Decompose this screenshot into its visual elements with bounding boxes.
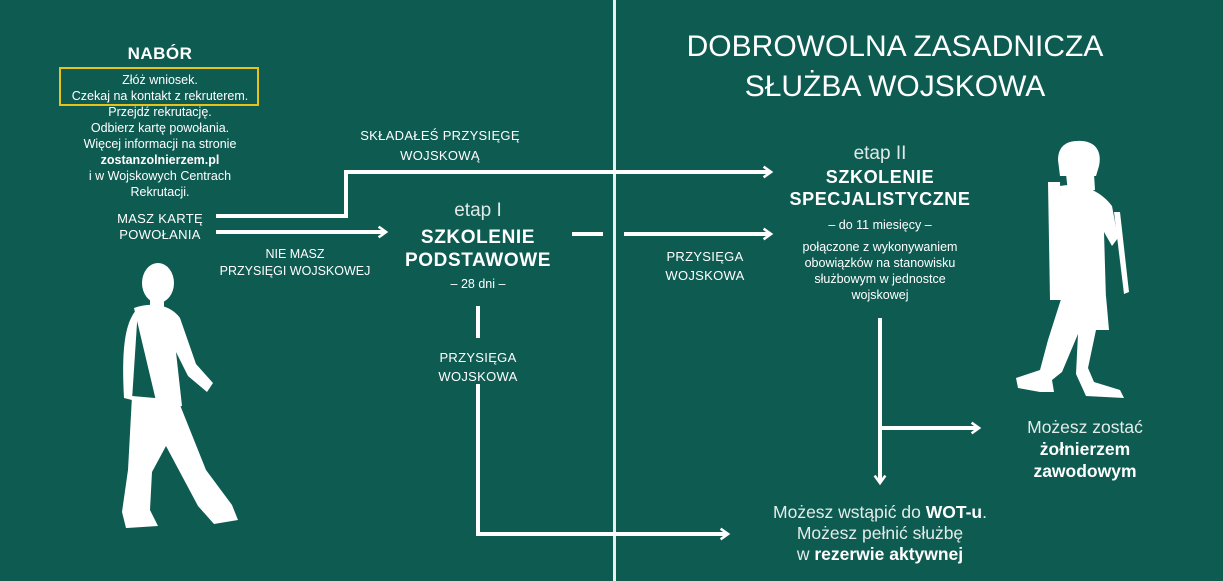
stage1-title-1: SZKOLENIE xyxy=(420,227,536,249)
label-nie-masz xyxy=(205,246,385,280)
nabor-step-info: Więcej informacji na stronie xyxy=(83,137,237,151)
label-przysiega-right xyxy=(645,247,765,285)
outcome-professional-3: zawodowym xyxy=(1033,461,1137,481)
stage2-desc-4: wojskowej xyxy=(851,287,909,302)
page-title xyxy=(655,27,1135,106)
title-line-1: DOBROWOLNA ZASADNICZA xyxy=(686,30,1104,63)
outcome-wot-2: Możesz pełnić służbę xyxy=(796,523,964,543)
label-przysiega-down-1: PRZYSIĘGA xyxy=(439,350,517,365)
walking-person-icon xyxy=(122,263,238,528)
nabor-step-wait: Czekaj na kontakt z rekruterem. xyxy=(71,89,249,103)
outcome-professional xyxy=(985,416,1185,482)
soldier-icon xyxy=(1016,141,1129,398)
nabor-step-card: Odbierz kartę powołania. xyxy=(90,121,230,135)
stage2-label: etap II xyxy=(853,143,907,164)
outcome-wot-3 xyxy=(735,544,1025,565)
title-line-2: SŁUŻBA WOJSKOWA xyxy=(744,69,1046,103)
label-skladales-1: SKŁADAŁEŚ PRZYSIĘGĘ xyxy=(360,128,520,143)
stage1-label: etap I xyxy=(454,200,502,221)
nabor-tail-1: i w Wojskowych Centrach xyxy=(88,169,232,183)
nabor-tail-2: Rekrutacji. xyxy=(130,185,190,199)
outcome-wot xyxy=(735,502,1025,565)
label-przysiega-right-2: WOJSKOWA xyxy=(665,268,745,283)
nabor-step-recruit: Przejdź rekrutację. xyxy=(108,105,212,119)
stage2-description xyxy=(760,239,1000,303)
nabor-heading: NABÓR xyxy=(127,44,193,63)
stage2-desc-1: połączone z wykonywaniem xyxy=(802,239,958,254)
stage1-box xyxy=(393,200,563,292)
stage2-title-2: SPECJALISTYCZNE xyxy=(789,188,971,209)
nabor-site-link[interactable]: zostanzolnierzem.pl xyxy=(100,153,220,167)
label-nie-masz-2: PRZYSIĘGI WOJSKOWEJ xyxy=(219,264,371,278)
nabor-step-submit: Złóż wniosek. xyxy=(122,73,198,87)
outcome-wot-1 xyxy=(735,502,1025,523)
outcome-wot-3-pre: w xyxy=(796,544,815,564)
outcome-wot-3-bold: rezerwie aktywnej xyxy=(814,544,964,564)
label-przysiega-down xyxy=(418,348,538,386)
outcome-professional-1: Możesz zostać xyxy=(1027,417,1143,437)
outcome-wot-1-post: . xyxy=(982,502,987,522)
stage1-title-2: PODSTAWOWE xyxy=(404,249,552,271)
stage2-box xyxy=(760,143,1000,303)
stage2-title-1: SZKOLENIE xyxy=(825,167,935,188)
label-przysiega-down-2: WOJSKOWA xyxy=(438,369,518,384)
label-przysiega-right-1: PRZYSIĘGA xyxy=(666,249,744,264)
stage2-desc-3: służbowym w jednostce xyxy=(814,271,946,286)
nabor-steps xyxy=(35,72,285,200)
outcome-wot-1-bold: WOT-u xyxy=(925,502,983,522)
label-masz-karte-1: MASZ KARTĘ xyxy=(117,211,203,226)
outcome-wot-1-pre: Możesz wstąpić do xyxy=(773,502,926,522)
stage2-desc-2: obowiązków na stanowisku xyxy=(804,255,956,270)
arrow-stage1-to-wot xyxy=(478,384,727,534)
label-nie-masz-1: NIE MASZ xyxy=(265,247,325,261)
outcome-professional-2: żołnierzem xyxy=(1039,439,1131,459)
label-masz-karte xyxy=(100,211,220,243)
label-skladales-2: WOJSKOWĄ xyxy=(400,148,480,163)
label-masz-karte-2: POWOŁANIA xyxy=(119,227,201,242)
stage1-duration: – 28 dni – xyxy=(450,277,506,292)
stage2-duration: – do 11 miesięcy – xyxy=(828,217,932,232)
label-skladales xyxy=(345,126,535,166)
